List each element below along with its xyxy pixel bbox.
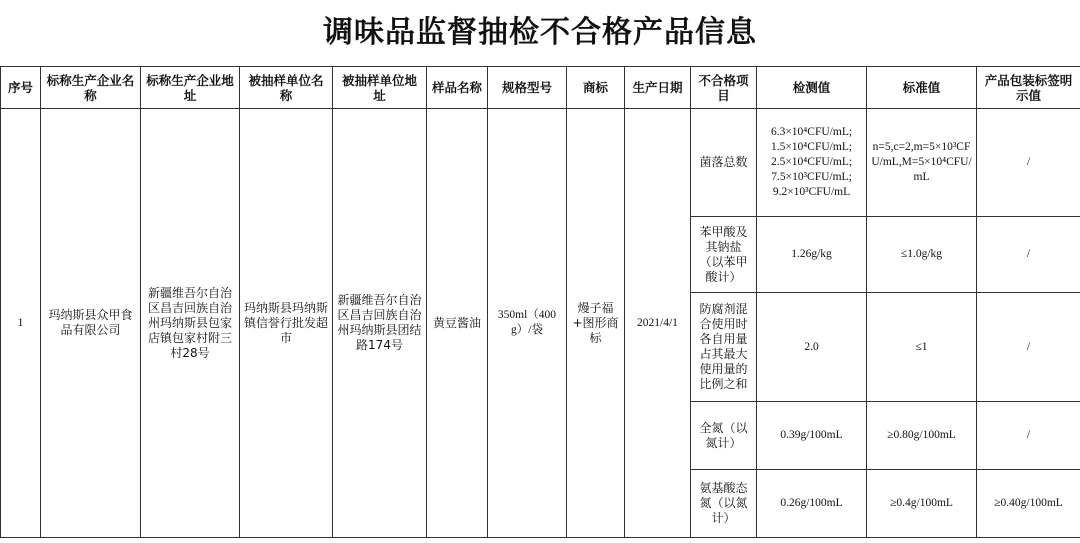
header-cell: 序号: [1, 67, 41, 109]
header-cell: 被抽样单位地址: [333, 67, 427, 109]
brand-cell: 熳子福+图形商标: [567, 109, 625, 538]
label-value-cell: /: [977, 402, 1080, 470]
standard-cell: ≤1: [867, 293, 977, 402]
standard-cell: ≤1.0g/kg: [867, 217, 977, 293]
sampled-unit-name-cell: 玛纳斯县玛纳斯镇信誉行批发超市: [240, 109, 333, 538]
measured-line: 7.5×10³CFU/mL;: [771, 171, 852, 183]
header-row: [1, 67, 1080, 109]
sample-name-cell: 黄豆酱油: [427, 109, 488, 538]
item-cell: 全氮（以氮计）: [691, 402, 757, 470]
measured-cell: 0.39g/100mL: [757, 402, 867, 470]
inspection-table: [0, 66, 1080, 538]
measured-line: 9.2×10³CFU/mL: [772, 186, 851, 198]
header-cell: 检测值: [757, 67, 867, 109]
header-cell: 标称生产企业名称: [41, 67, 141, 109]
measured-line: 6.3×10⁴CFU/mL;: [770, 126, 853, 138]
label-value-cell: /: [977, 109, 1080, 217]
measured-cell: 2.0: [757, 293, 867, 402]
header-cell: 标称生产企业地址: [141, 67, 240, 109]
measured-cell: [757, 109, 867, 217]
header-cell: 生产日期: [625, 67, 691, 109]
standard-cell: ≥0.80g/100mL: [867, 402, 977, 470]
sampled-unit-address-cell: 新疆维吾尔自治区昌吉回族自治州玛纳斯县团结路174号: [333, 109, 427, 538]
standard-cell: ≥0.4g/100mL: [867, 470, 977, 538]
header-cell: 规格型号: [488, 67, 567, 109]
measured-line: 1.5×10⁴CFU/mL;: [770, 141, 853, 153]
header-cell: 商标: [567, 67, 625, 109]
company-name-cell: 玛纳斯县众甲食品有限公司: [41, 109, 141, 538]
seq-cell: 1: [1, 109, 41, 538]
header-cell: 不合格项目: [691, 67, 757, 109]
standard-cell: n=5,c=2,m=5×10³CFU/mL,M=5×10⁴CFU/mL: [867, 109, 977, 217]
label-value-cell: /: [977, 293, 1080, 402]
measured-cell: 1.26g/kg: [757, 217, 867, 293]
spec-cell: 350ml（400g）/袋: [488, 109, 567, 538]
measured-cell: 0.26g/100mL: [757, 470, 867, 538]
production-date-cell: 2021/4/1: [625, 109, 691, 538]
label-value-cell: ≥0.40g/100mL: [977, 470, 1080, 538]
header-cell: 被抽样单位名称: [240, 67, 333, 109]
page-title: 调味品监督抽检不合格产品信息: [323, 15, 757, 50]
table-row: [1, 109, 1080, 217]
item-cell: 菌落总数: [691, 109, 757, 217]
item-cell: 防腐剂混合使用时各自用量占其最大使用量的比例之和: [691, 293, 757, 402]
header-cell: 产品包装标签明示值: [977, 67, 1080, 109]
measured-line: 2.5×10⁴CFU/mL;: [770, 156, 853, 168]
label-value-cell: /: [977, 217, 1080, 293]
company-address-cell: 新疆维吾尔自治区昌吉回族自治州玛纳斯县包家店镇包家村附三村28号: [141, 109, 240, 538]
header-cell: 样品名称: [427, 67, 488, 109]
header-cell: 标准值: [867, 67, 977, 109]
item-cell: 氨基酸态氮（以氮计）: [691, 470, 757, 538]
item-cell: 苯甲酸及其钠盐（以苯甲酸计）: [691, 217, 757, 293]
